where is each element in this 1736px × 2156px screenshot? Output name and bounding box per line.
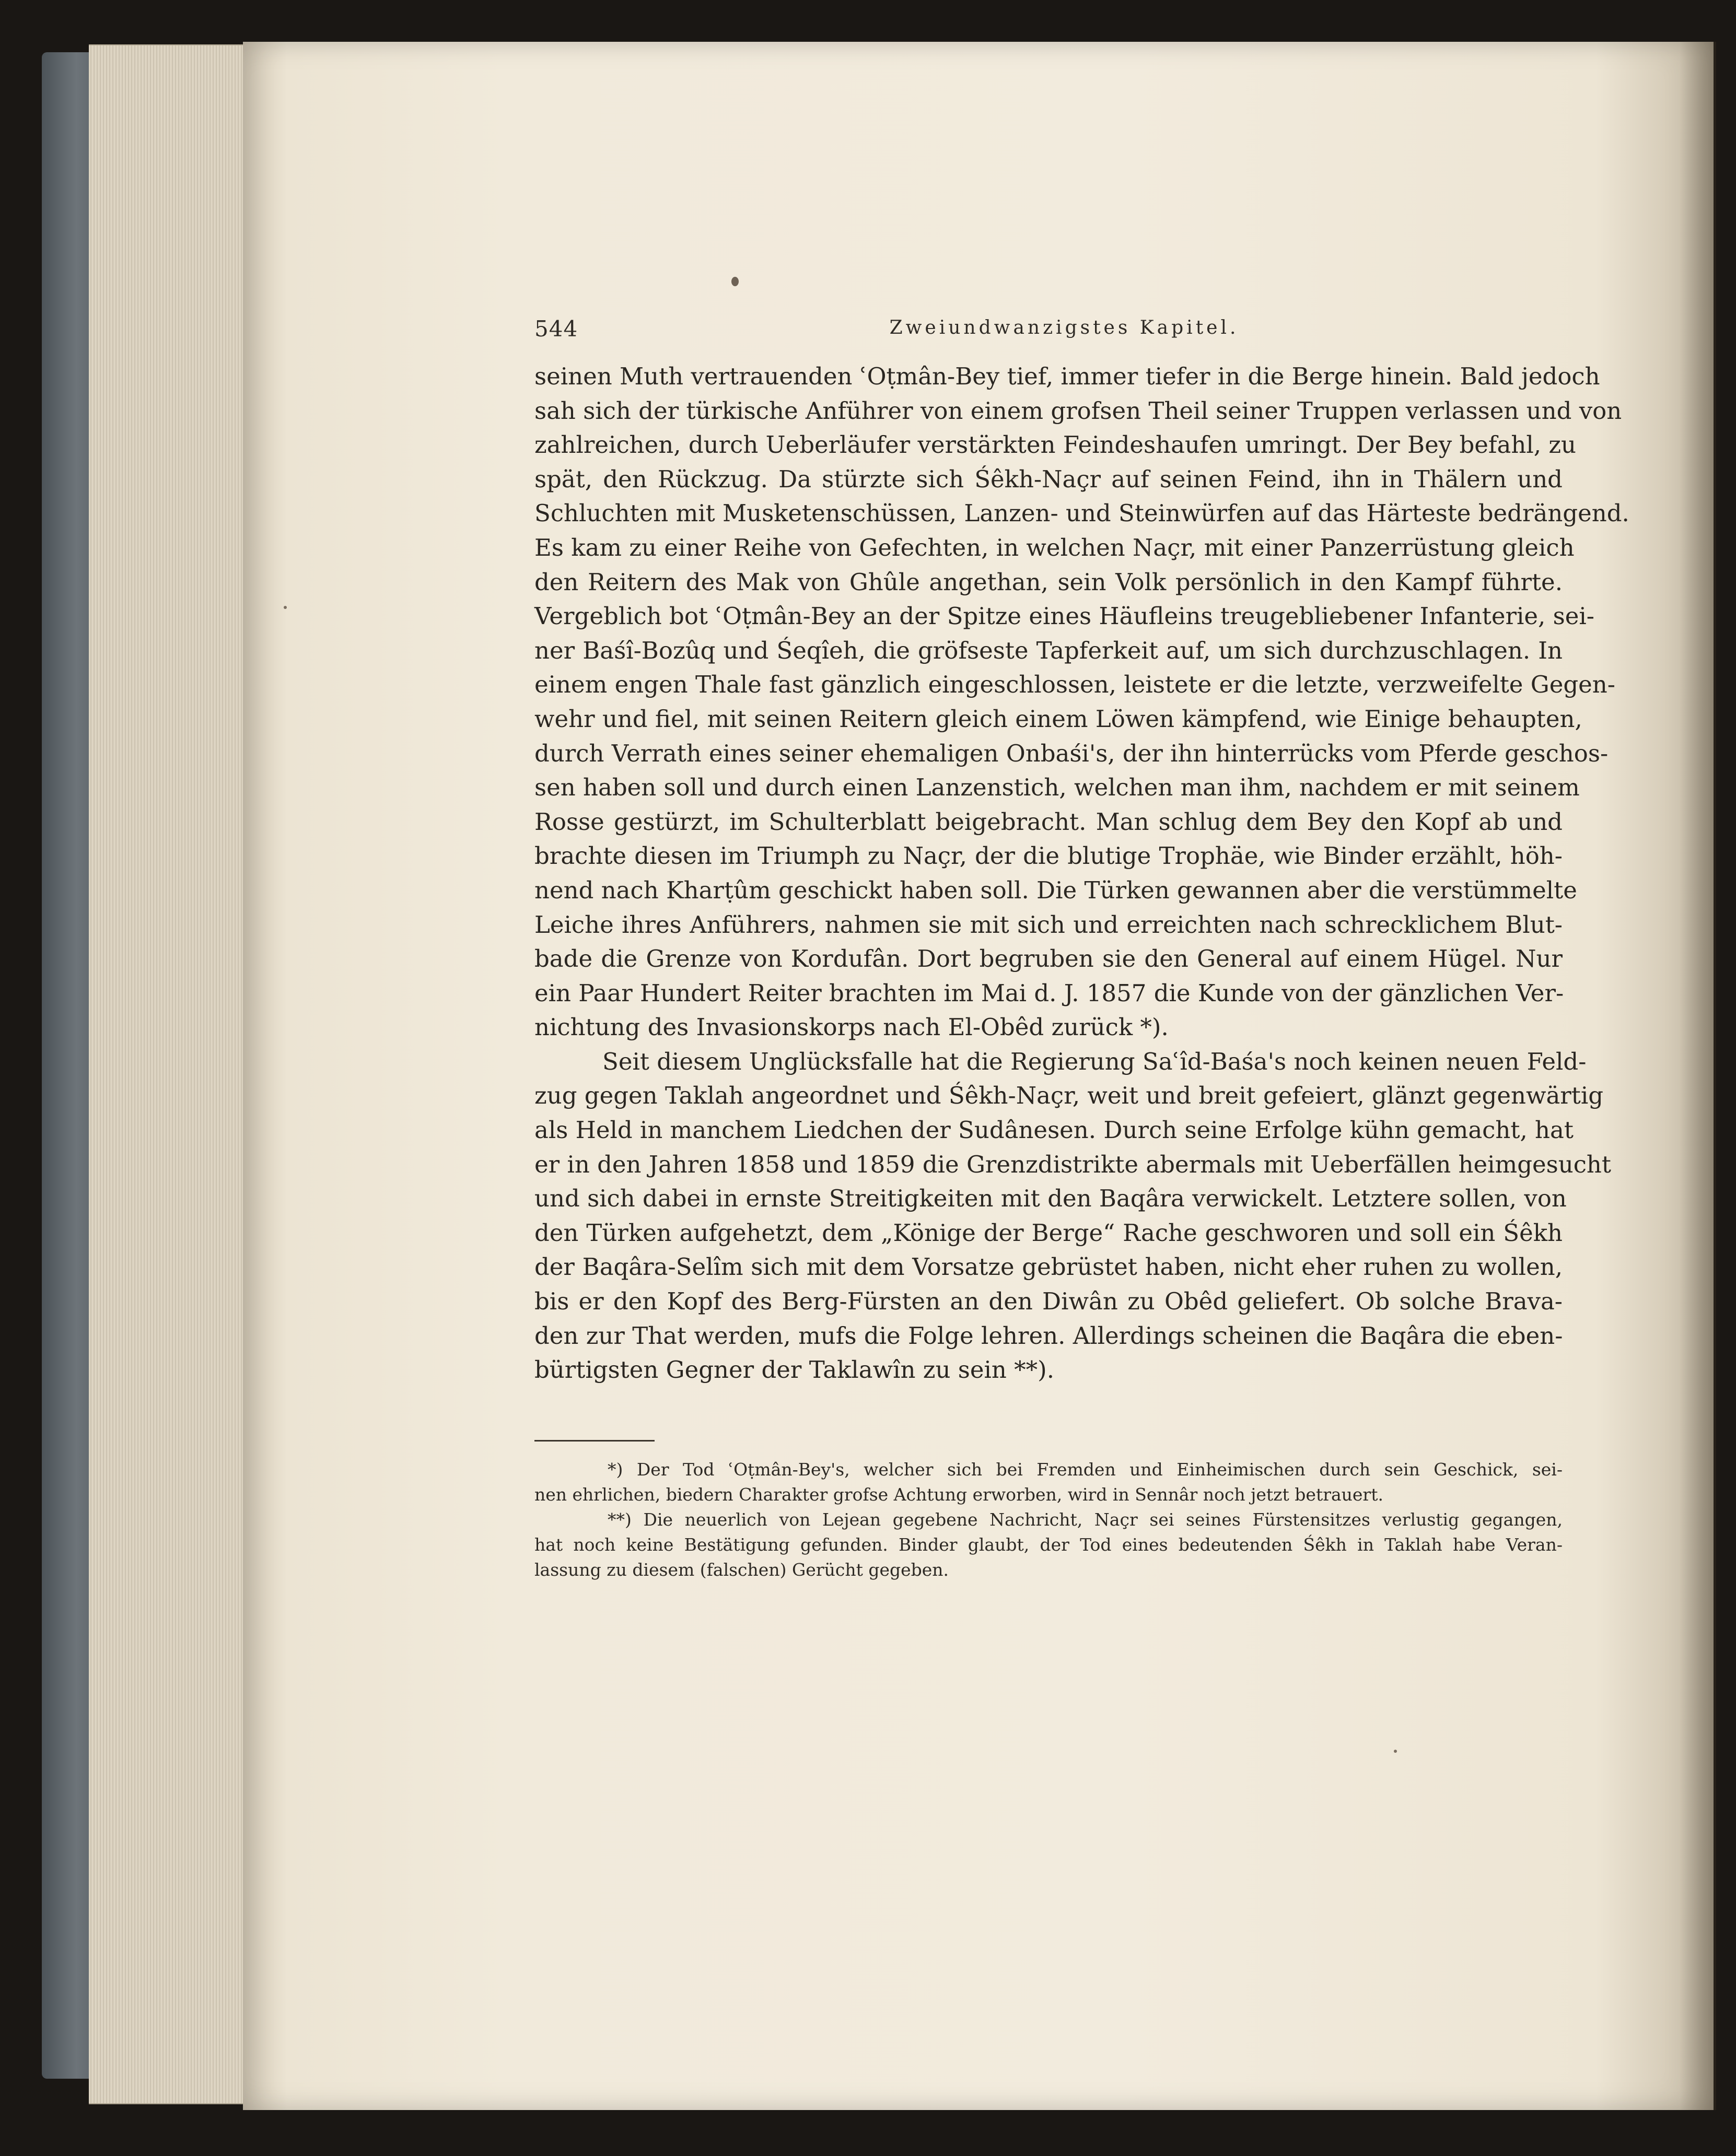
- footnote-line: **) Die neuerlich von Lejean gegebene Nachricht, Naçr sei seines Fürstensitzes verlustig gegangen,: [608, 1509, 1563, 1530]
- dust-speck: [284, 606, 287, 609]
- text-line: wehr und fiel, mit seinen Reitern gleich einem Löwen kämpfend, wie Einige behaupten,: [534, 705, 1582, 733]
- text-line: seinen Muth vertrauenden ʿOṭmân-Bey tief, immer tiefer in die Berge hinein. Bald jedoch: [534, 362, 1600, 390]
- text-line: Es kam zu einer Reihe von Gefechten, in welchen Naçr, mit einer Panzerrüstung gleich: [534, 533, 1575, 561]
- text-line: Rosse gestürzt, im Schulterblatt beigebracht. Man schlug dem Bey den Kopf ab und: [534, 807, 1563, 836]
- text-line: Schluchten mit Musketenschüssen, Lanzen- und Steinwürfen auf das Härteste bedrängend.: [534, 499, 1629, 528]
- footnotes: [534, 1457, 1563, 1583]
- footnote-line: *) Der Tod ʿOṭmân-Bey's, welcher sich bei Fremden und Einheimischen durch sein Geschick, sei-: [608, 1459, 1563, 1480]
- text-line: der Baqâra-Selîm sich mit dem Vorsatze gebrüstet haben, nicht eher ruhen zu wollen,: [534, 1253, 1563, 1281]
- footnote-line: lassung zu diesem (falschen) Gerücht gegeben.: [534, 1560, 949, 1580]
- text-line: als Held in manchem Liedchen der Sudânesen. Durch seine Erfolge kühn gemacht, hat: [534, 1116, 1574, 1144]
- text-line: bis er den Kopf des Berg-Fürsten an den Diwân zu Obêd geliefert. Ob solche Brava-: [534, 1287, 1563, 1316]
- body-text: [534, 359, 1629, 1387]
- text-line: einem engen Thale fast gänzlich eingeschlossen, leistete er die letzte, verzweifelte Gegen-: [534, 671, 1615, 699]
- text-line: nend nach Kharṭûm geschickt haben soll. Die Türken gewannen aber die verstümmelte: [534, 876, 1577, 904]
- page-header: [534, 316, 1563, 353]
- text-line: Leiche ihres Anführers, nahmen sie mit sich und erreichten nach schrecklichem Blut-: [534, 910, 1563, 939]
- footnote-divider: [534, 1440, 655, 1442]
- text-line: den Reitern des Mak von Ghûle angethan, sein Volk persönlich in den Kampf führte.: [534, 568, 1563, 596]
- text-line: und sich dabei in ernste Streitigkeiten mit den Baqâra verwickelt. Letztere sollen, von: [534, 1185, 1567, 1213]
- text-line: Vergeblich bot ʿOṭmân-Bey an der Spitze eines Häufleins treugebliebener Infanterie, sei-: [534, 602, 1594, 630]
- page-block-edges: [89, 44, 246, 2104]
- footnote-line: hat noch keine Bestätigung gefunden. Binder glaubt, der Tod eines bedeutenden Śêkh in Taklah habe Veran-: [534, 1534, 1563, 1555]
- footnote-line: nen ehrlichen, biedern Charakter grofse Achtung erworben, wird in Sennâr noch jetzt betrauert.: [534, 1484, 1383, 1505]
- text-line: er in den Jahren 1858 und 1859 die Grenzdistrikte abermals mit Ueberfällen heimgesucht: [534, 1150, 1611, 1178]
- text-line: Seit diesem Unglücksfalle hat die Regierung Saʿîd-Baśa's noch keinen neuen Feld-: [602, 1047, 1587, 1075]
- text-line: nichtung des Invasionskorps nach El-Obêd zurück *).: [534, 1013, 1169, 1041]
- text-line: sah sich der türkische Anführer von einem grofsen Theil seiner Truppen verlassen und von: [534, 396, 1622, 425]
- text-line: ein Paar Hundert Reiter brachten im Mai d. J. 1857 die Kunde von der gänzlichen Ver-: [534, 979, 1564, 1007]
- text-line: brachte diesen im Triumph zu Naçr, der die blutige Trophäe, wie Binder erzählt, höh-: [534, 842, 1563, 870]
- ink-spot: [731, 277, 739, 286]
- text-line: den zur That werden, mufs die Folge lehren. Allerdings scheinen die Baqâra die eben-: [534, 1321, 1563, 1350]
- text-line: ner Baśî-Bozûq und Śeqîeh, die gröfseste Tapferkeit auf, um sich durchzuschlagen. In: [534, 636, 1563, 664]
- page-number: 544: [534, 316, 578, 342]
- text-line: sen haben soll und durch einen Lanzenstich, welchen man ihm, nachdem er mit seinem: [534, 774, 1580, 802]
- running-title: Zweiundwanzigstes Kapitel.: [889, 317, 1239, 338]
- text-line: zahlreichen, durch Ueberläufer verstärkten Feindeshaufen umringt. Der Bey befahl, zu: [534, 431, 1577, 459]
- dust-speck: [1394, 1750, 1397, 1753]
- text-line: spät, den Rückzug. Da stürzte sich Śêkh-Naçr auf seinen Feind, ihn in Thälern und: [534, 465, 1563, 493]
- text-line: zug gegen Taklah angeordnet und Śêkh-Naçr, weit und breit gefeiert, glänzt gegenwärtig: [534, 1082, 1604, 1110]
- text-line: den Türken aufgehetzt, dem „Könige der Berge“ Rache geschworen und soll ein Śêkh: [534, 1218, 1563, 1247]
- gutter-shadow: [1680, 42, 1716, 2110]
- text-line: durch Verrath eines seiner ehemaligen Onbaśi's, der ihn hinterrücks vom Pferde geschos-: [534, 739, 1609, 767]
- text-line: bade die Grenze von Kordufân. Dort begruben sie den General auf einem Hügel. Nur: [534, 945, 1563, 973]
- text-line: bürtigsten Gegner der Taklawîn zu sein **).: [534, 1356, 1055, 1384]
